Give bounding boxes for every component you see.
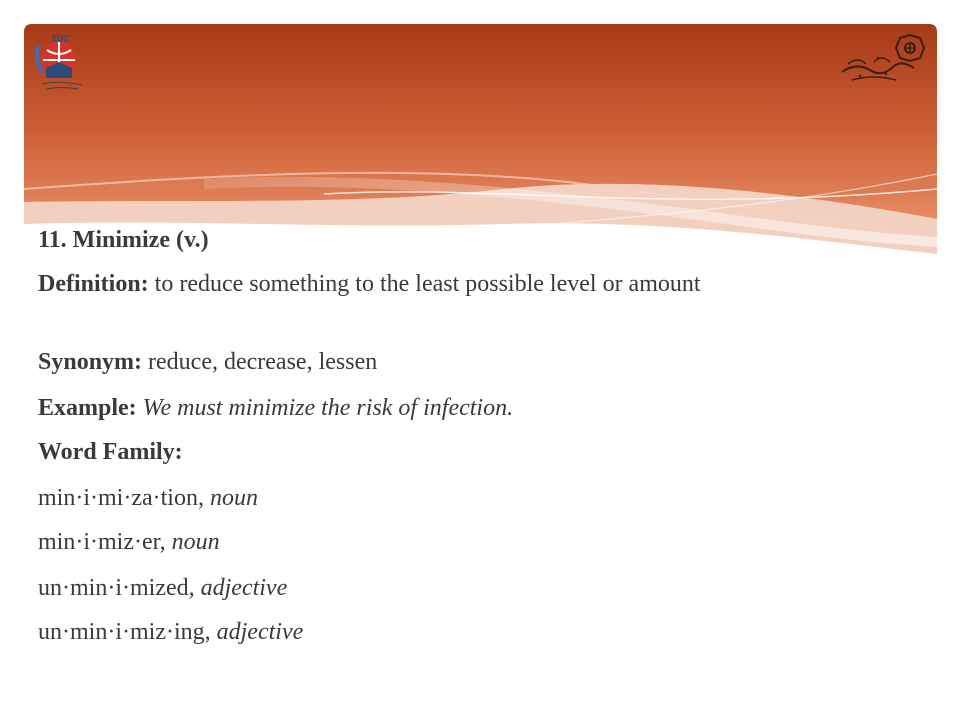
word-title: 11. Minimize (v.)	[38, 227, 209, 253]
definition-label: Definition:	[38, 271, 149, 297]
definition-line	[38, 270, 924, 298]
word-family-item: min·i·miz·er, noun	[38, 529, 220, 555]
word-family-heading: Word Family:	[38, 439, 183, 465]
word-family-item: un·min·i·mized, adjective	[38, 575, 288, 601]
word-family-item: min·i·mi·za·tion, noun	[38, 485, 258, 511]
synonym-line	[38, 348, 377, 376]
persian-calligraphy-logo-icon	[838, 34, 928, 84]
word-family-item: un·min·i·miz·ing, adjective	[38, 619, 304, 645]
example-line	[38, 394, 513, 422]
synonym-text: reduce, decrease, lessen	[142, 349, 378, 375]
university-globe-logo-icon	[30, 32, 88, 94]
svg-text:EDC: EDC	[52, 34, 69, 43]
example-label: Example:	[38, 395, 137, 421]
synonym-label: Synonym:	[38, 349, 143, 375]
example-text: We must minimize the risk of infection.	[136, 395, 514, 421]
definition-text: to reduce something to the least possible level or amount	[148, 271, 701, 297]
